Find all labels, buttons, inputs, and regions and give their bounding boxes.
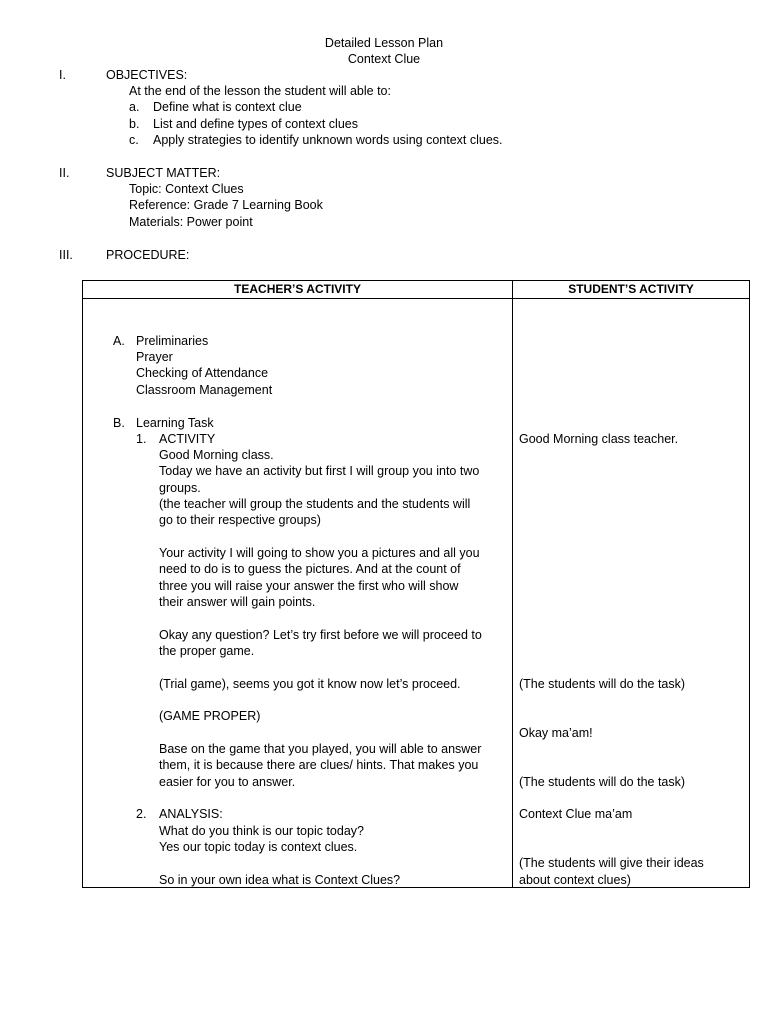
document-header (0, 35, 768, 68)
teacher-line: go to their respective groups) (159, 513, 321, 527)
teacher-activity-cell (83, 299, 513, 888)
teacher-line: three you will raise your answer the first who will show (159, 579, 459, 593)
teacher-line: (Trial game), seems you got it know now let’s proceed. (159, 677, 461, 691)
objective-letter: a. (129, 100, 140, 114)
teacher-activity-header: TEACHER’S ACTIVITY (83, 281, 513, 299)
list-number-2: 2. (136, 807, 147, 821)
section-number-procedure: III. (59, 248, 73, 262)
teacher-line: Okay any question? Let’s try first before we will proceed to (159, 628, 482, 642)
teacher-line: Learning Task (136, 416, 214, 430)
teacher-line: Today we have an activity but first I will group you into two (159, 464, 480, 478)
subject-reference: Reference: Grade 7 Learning Book (129, 198, 323, 212)
objective-item: Define what is context clue (153, 100, 302, 114)
objectives-intro: At the end of the lesson the student will able to: (129, 84, 391, 98)
teacher-line: What do you think is our topic today? (159, 824, 364, 838)
student-line: (The students will do the task) (519, 677, 686, 691)
teacher-line: (the teacher will group the students and the students will (159, 497, 471, 511)
teacher-line: Yes our topic today is context clues. (159, 840, 358, 854)
teacher-line: need to do is to guess the pictures. And at the count of (159, 562, 461, 576)
student-line: Good Morning class teacher. (519, 432, 679, 446)
teacher-line: them, it is because there are clues/ hints. That makes you (159, 758, 479, 772)
teacher-line: easier for you to answer. (159, 775, 296, 789)
teacher-line: the proper game. (159, 644, 255, 658)
document-title: Detailed Lesson Plan (324, 36, 444, 50)
student-line: Context Clue ma’am (519, 807, 633, 821)
objective-letter: b. (129, 117, 140, 131)
teacher-line: Prayer (136, 350, 173, 364)
teacher-line: So in your own idea what is Context Clues? (159, 873, 401, 887)
teacher-line: Your activity I will going to show you a pictures and all you (159, 546, 480, 560)
section-number-objectives: I. (59, 68, 66, 82)
teacher-line: ANALYSIS: (159, 807, 223, 821)
teacher-line: (GAME PROPER) (159, 709, 261, 723)
objective-letter: c. (129, 133, 139, 147)
objective-item: Apply strategies to identify unknown words using context clues. (153, 133, 503, 147)
teacher-line: Checking of Attendance (136, 366, 269, 380)
teacher-line: Classroom Management (136, 383, 273, 397)
objective-item: List and define types of context clues (153, 117, 358, 131)
table-row (83, 299, 750, 888)
list-letter-b: B. (113, 416, 125, 430)
teacher-line: Base on the game that you played, you will able to answer (159, 742, 482, 756)
subject-topic: Topic: Context Clues (129, 182, 244, 196)
teacher-line: groups. (159, 481, 201, 495)
student-line: (The students will give their ideas (519, 856, 704, 870)
procedure-table (82, 280, 750, 888)
section-number-subject-matter: II. (59, 166, 70, 180)
list-letter-a: A. (113, 334, 125, 348)
section-heading-procedure: PROCEDURE: (106, 248, 190, 262)
student-line: about context clues) (519, 873, 631, 887)
student-line: (The students will do the task) (519, 775, 686, 789)
section-heading-subject-matter: SUBJECT MATTER: (106, 166, 221, 180)
teacher-line: ACTIVITY (159, 432, 216, 446)
section-heading-objectives: OBJECTIVES: (106, 68, 188, 82)
teacher-line: their answer will gain points. (159, 595, 316, 609)
teacher-line: Preliminaries (136, 334, 209, 348)
table-header-row (83, 281, 750, 299)
student-activity-header: STUDENT’S ACTIVITY (513, 281, 750, 299)
document-subtitle: Context Clue (347, 52, 421, 67)
student-activity-cell (513, 299, 750, 888)
teacher-line: Good Morning class. (159, 448, 274, 462)
student-line: Okay ma’am! (519, 726, 593, 740)
subject-materials: Materials: Power point (129, 215, 253, 229)
list-number-1: 1. (136, 432, 147, 446)
